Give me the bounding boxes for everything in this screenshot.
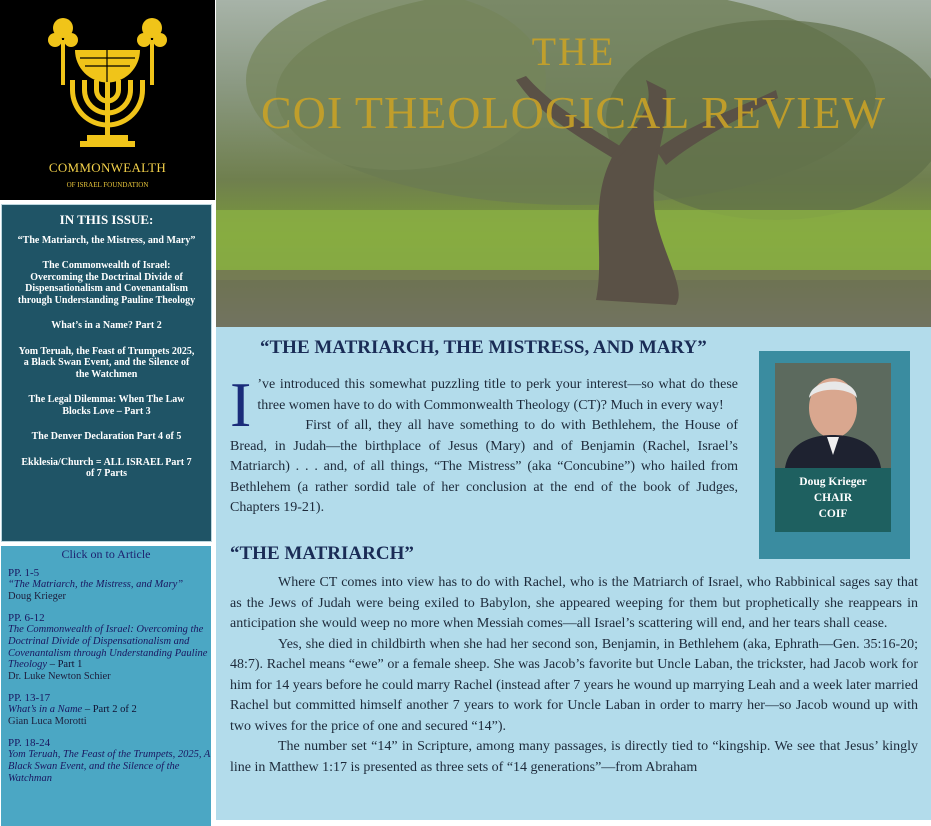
issue-item[interactable]: The Legal Dilemma: When The Law Blocks Love – Part 3 — [28, 394, 185, 417]
section-heading: “THE MATRIARCH” — [230, 543, 414, 564]
article-title-suffix: – Part 2 of 2 — [82, 704, 137, 716]
article-title[interactable]: What’s in a Name — [8, 704, 83, 716]
author-name: Doug Krieger — [799, 476, 867, 488]
in-this-issue-heading: IN THIS ISSUE: — [59, 212, 154, 227]
org-subname: OF ISRAEL FOUNDATION — [66, 181, 149, 189]
issue-item[interactable]: “The Matriarch, the Mistress, and Mary” — [17, 234, 196, 246]
masthead-line-2: COI THEOLOGICAL REVIEW — [260, 87, 886, 138]
article-pages: PP. 1-5 — [8, 567, 40, 580]
article-link[interactable] — [8, 612, 211, 682]
article-links-heading: Click on to Article — [61, 547, 151, 561]
masthead-line-1: THE — [531, 29, 616, 74]
author-photo — [775, 363, 891, 468]
article-link[interactable] — [8, 737, 211, 784]
author-caption — [775, 468, 891, 532]
menorah-globe-trees-icon — [45, 10, 170, 155]
article-links-panel — [1, 546, 211, 826]
article-intro — [230, 369, 738, 519]
article-title[interactable]: “The Matriarch, the Mistress, and Mary” — [8, 579, 184, 591]
masthead-banner — [216, 0, 931, 327]
intro-paragraph: First of all, they all have something to do with Bethlehem, the House of Bread, in Judah—the birthplace of Jesus (Mary) and of Benjamin (Rachel, Israel’s Matriarch) . . . and, of all things, “The Mistress” (aka “Concubine”) who hailed from Bethlehem (a rather sordid tale of her conclusion at the end of the book of Judges, Chapters 19-21). — [230, 418, 738, 515]
article-pages: PP. 6-12 — [8, 612, 45, 625]
article-link[interactable] — [8, 692, 211, 727]
author-org: COIF — [818, 508, 848, 520]
body-paragraph: Yes, she died in childbirth when she had her second son, Benjamin, in Bethlehem (aka, Ephrath—Gen. 35:16-20; 48:7). Rachel means “ewe” or a female sheep. She was Jacob’s favorite but Uncle Laban, the trickster, had Jacob work for him for 14 years before he could marry Rachel (instead after 7 years he wound up marrying Leah and a week later married Rachel but committed himself another 7 years to work for Uncle Laban in order to marry her—so Jacob wound up with two wives for the price of one and secured “14”). — [230, 636, 918, 734]
article-title[interactable]: The Commonwealth of Israel: Overcoming the Doctrinal Divide of Dispensationalism and Covenantalism through Understanding Pauline Theology — [8, 624, 208, 671]
org-name: COMMONWEALTH — [48, 160, 167, 175]
article-title-suffix: – Part 1 — [47, 659, 83, 671]
article-title[interactable]: Yom Teruah, The Feast of the Trumpets, 2025, A Black Swan Event, and the Silence of the Watchman — [8, 749, 211, 784]
intro-paragraph: ’ve introduced this somewhat puzzling title to perk your interest—so what do these three women have to do with Commonwealth Theology (CT)? Much in every way! — [257, 377, 738, 413]
article-author: Doug Krieger — [8, 590, 67, 602]
body-paragraph: Where CT comes into view has to do with Rachel, who is the Matriarch of Israel, who Rabbinical sages say that as the Jews of Judah were being exiled to Babylon, she appeared weeping for them but prophetically she reappears in anticipation she would weep no more when Messiah comes—all Israel’s scattering will end, and her tears shall cease. — [230, 575, 918, 631]
issue-item[interactable]: Ekklesia/Church = ALL ISRAEL Part 7 of 7 Parts — [21, 456, 192, 480]
author-card — [759, 351, 910, 559]
article-pages: PP. 18-24 — [8, 737, 51, 750]
drop-cap: I — [230, 369, 252, 440]
article-link[interactable] — [8, 567, 211, 602]
issue-item[interactable]: What’s in a Name? Part 2 — [51, 320, 162, 332]
article-author: Gian Luca Morotti — [8, 715, 87, 727]
author-role: CHAIR — [813, 492, 853, 504]
foundation-logo — [0, 0, 215, 200]
in-this-issue-panel — [1, 204, 212, 542]
body-paragraph: The number set “14” in Scripture, among many passages, is directly tied to “kingship. We see that Jesus’ kingly line in Matthew 1:17 is presented as three sets of “14 generations”—from Abraham — [230, 739, 918, 775]
issue-item[interactable]: Yom Teruah, the Feast of Trumpets 2025, a Black Swan Event, and the Silence of the Watchmen — [18, 345, 195, 380]
issue-item[interactable]: The Commonwealth of Israel: Overcoming the Doctrinal Divide of Dispensationalism and Covenantalism through Understanding Pauline Theology — [17, 260, 196, 306]
section-body — [230, 573, 918, 778]
article-author: Dr. Luke Newton Schier — [8, 670, 111, 682]
issue-item[interactable]: The Denver Declaration Part 4 of 5 — [31, 431, 182, 443]
article-pages: PP. 13-17 — [8, 692, 51, 705]
article-title: “THE MATRIARCH, THE MISTRESS, AND MARY” — [260, 337, 707, 358]
